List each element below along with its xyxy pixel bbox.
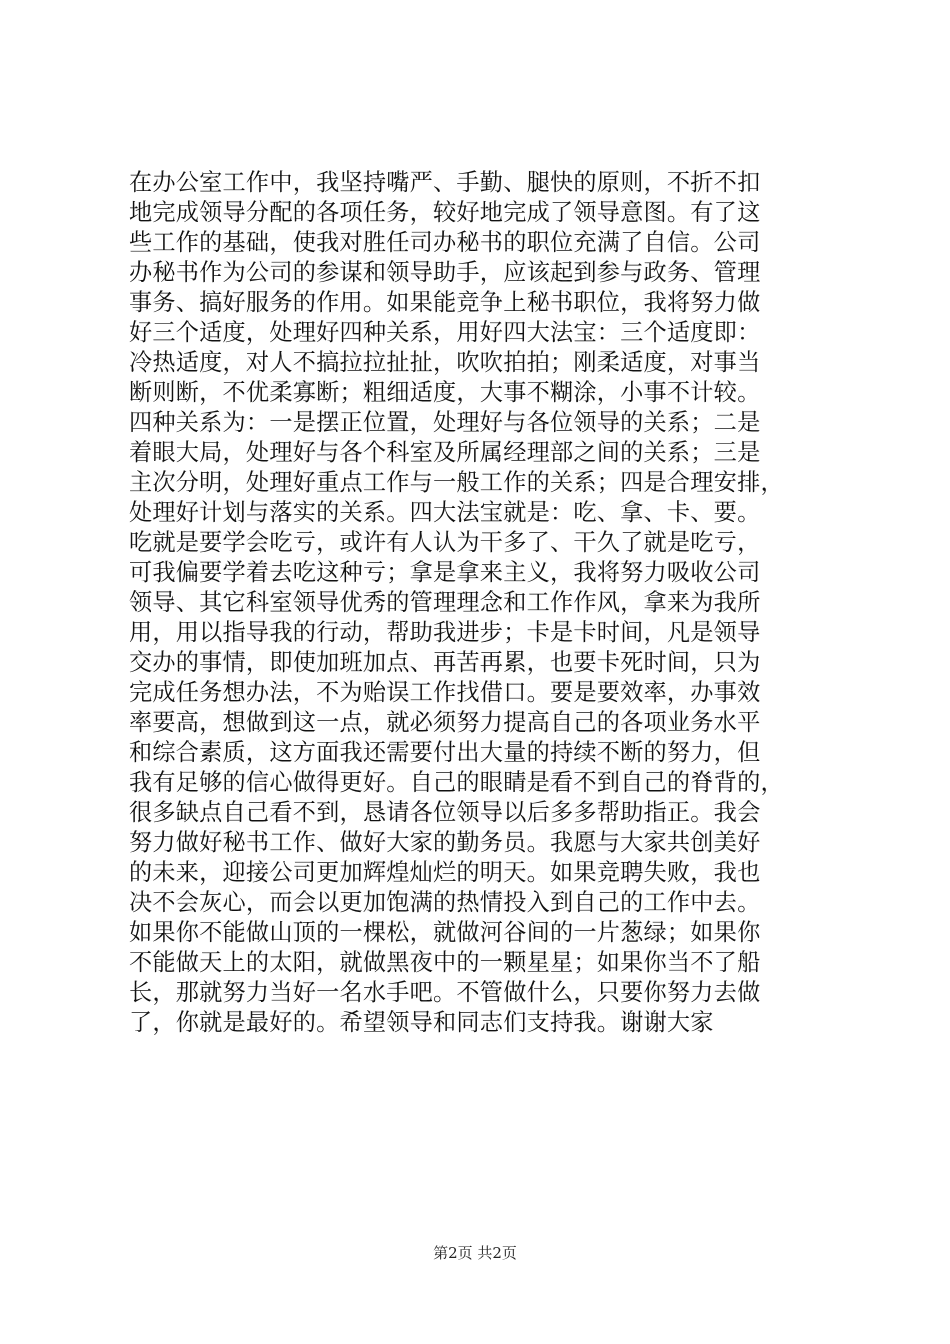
text-line: 完成任务想办法，不为贻误工作找借口。要是要效率，办事效 xyxy=(129,679,761,706)
text-line: 率要高，想做到这一点，就必须努力提高自己的各项业务水平 xyxy=(129,709,761,736)
text-line: 些工作的基础，使我对胜任司办秘书的职位充满了自信。公司 xyxy=(129,229,761,256)
page-footer xyxy=(0,1243,950,1263)
text-line: 不能做天上的太阳，就做黑夜中的一颗星星；如果你当不了船 xyxy=(129,949,761,976)
text-line: 地完成领导分配的各项任务，较好地完成了领导意图。有了这 xyxy=(129,199,761,226)
text-line: 努力做好秘书工作、做好大家的勤务员。我愿与大家共创美好 xyxy=(129,829,761,856)
text-line: 主次分明，处理好重点工作与一般工作的关系；四是合理安排， xyxy=(129,469,784,496)
text-line: 事务、搞好服务的作用。如果能竞争上秘书职位，我将努力做 xyxy=(129,289,761,316)
text-line: 很多缺点自己看不到，恳请各位领导以后多多帮助指正。我会 xyxy=(129,799,761,826)
text-line: 和综合素质，这方面我还需要付出大量的持续不断的努力，但 xyxy=(129,739,761,766)
text-line: 了，你就是最好的。希望领导和同志们支持我。谢谢大家 xyxy=(129,1009,714,1036)
text-line: 断则断，不优柔寡断；粗细适度，大事不糊涂，小事不计较。 xyxy=(129,379,761,406)
text-line: 我有足够的信心做得更好。自己的眼睛是看不到自己的脊背的， xyxy=(129,769,784,796)
page-number: 第2页 共2页 xyxy=(433,1244,517,1262)
text-line: 在办公室工作中，我坚持嘴严、手勤、腿快的原则，不折不扣 xyxy=(129,169,761,196)
text-line: 着眼大局，处理好与各个科室及所属经理部之间的关系；三是 xyxy=(129,439,761,466)
text-line: 办秘书作为公司的参谋和领导助手，应该起到参与政务、管理 xyxy=(129,259,761,286)
text-line: 长，那就努力当好一名水手吧。不管做什么，只要你努力去做 xyxy=(129,979,761,1006)
text-line: 处理好计划与落实的关系。四大法宝就是：吃、拿、卡、要。 xyxy=(129,499,761,526)
body-text xyxy=(129,168,829,1038)
text-line: 可我偏要学着去吃这种亏；拿是拿来主义，我将努力吸收公司 xyxy=(129,559,761,586)
text-line: 吃就是要学会吃亏，或许有人认为干多了、干久了就是吃亏， xyxy=(129,529,761,556)
text-line: 用，用以指导我的行动，帮助我进步；卡是卡时间，凡是领导 xyxy=(129,619,761,646)
text-line: 决不会灰心，而会以更加饱满的热情投入到自己的工作中去。 xyxy=(129,889,761,916)
text-line: 交办的事情，即使加班加点、再苦再累，也要卡死时间，只为 xyxy=(129,649,761,676)
text-line: 的未来，迎接公司更加辉煌灿烂的明天。如果竞聘失败，我也 xyxy=(129,859,761,886)
text-line: 四种关系为：一是摆正位置，处理好与各位领导的关系；二是 xyxy=(129,409,761,436)
text-line: 好三个适度，处理好四种关系，用好四大法宝：三个适度即： xyxy=(129,319,761,346)
text-line: 冷热适度，对人不搞拉拉扯扯，吹吹拍拍；刚柔适度，对事当 xyxy=(129,349,761,376)
text-line: 如果你不能做山顶的一棵松，就做河谷间的一片葱绿；如果你 xyxy=(129,919,761,946)
text-line: 领导、其它科室领导优秀的管理理念和工作作风，拿来为我所 xyxy=(129,589,761,616)
